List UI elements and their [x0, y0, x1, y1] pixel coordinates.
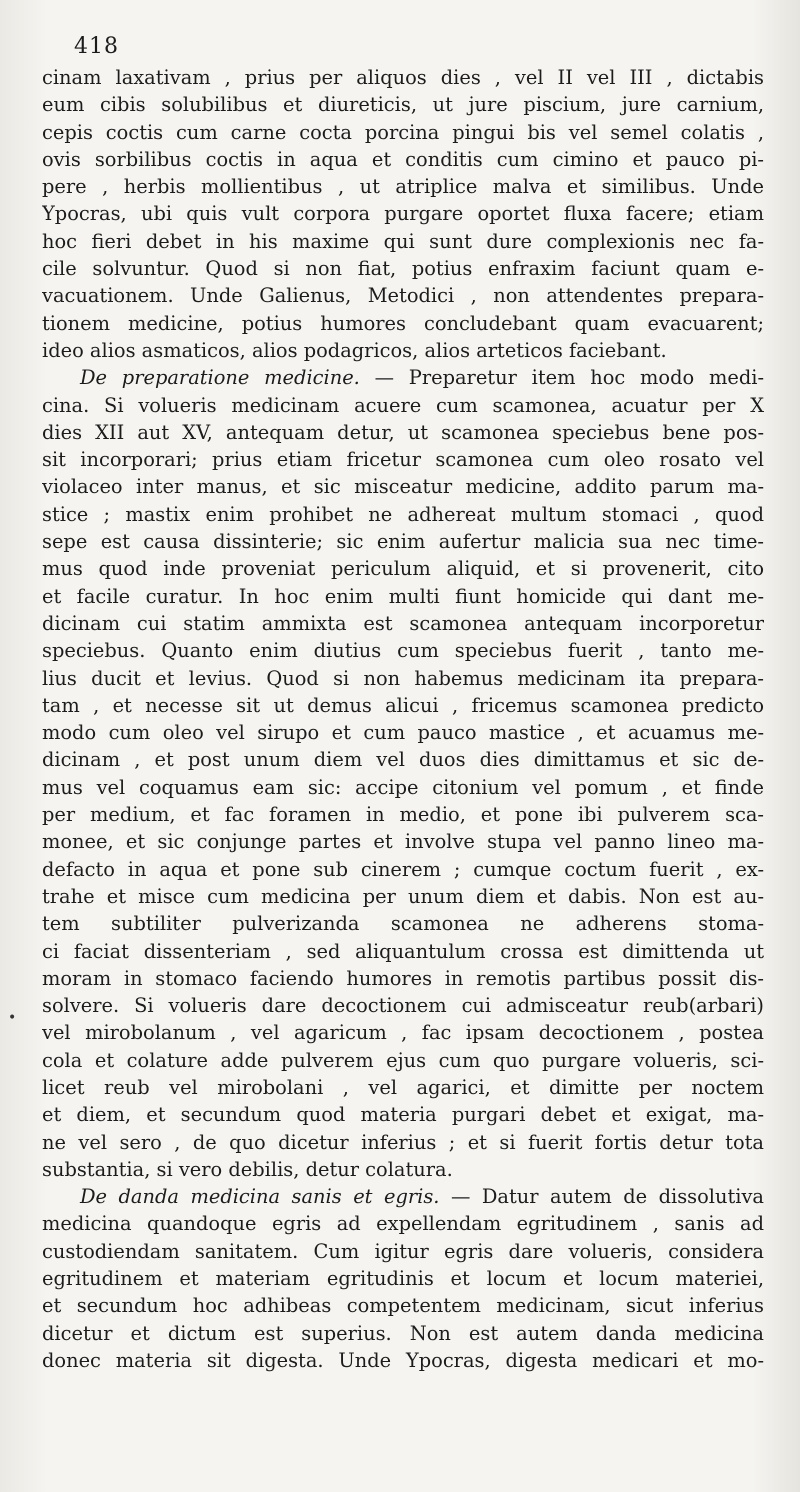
text-line — [42, 1047, 764, 1074]
line-text: et facile curatur. In hoc enim multi fiunt homicide qui dant me- — [42, 584, 764, 608]
text-line — [42, 1320, 764, 1347]
line-text: dies XII aut XV, antequam detur, ut scamonea speciebus bene pos- — [42, 420, 764, 444]
line-text: dicinam , et post unum diem vel duos dies dimittamus et sic de- — [42, 748, 764, 772]
line-text: ne vel sero , de quo dicetur inferius ; et si fuerit fortis detur tota — [42, 1130, 764, 1154]
text-line — [42, 801, 764, 828]
text-line — [42, 910, 764, 937]
line-text: moram in stomaco faciendo humores in remotis partibus possit dis- — [42, 966, 764, 990]
line-text: solvere. Si volueris dare decoctionem cui admisceatur reub(arbari) — [42, 994, 764, 1018]
line-text: violaceo inter manus, et sic misceatur medicine, addito parum ma- — [42, 475, 764, 499]
line-text: hoc fieri debet in his maxime qui sunt dure complexionis nec fa- — [42, 229, 764, 253]
text-line — [42, 883, 764, 910]
text-line — [42, 1183, 764, 1210]
line-text: donec materia sit digesta. Unde Ypocras, digesta medicari et mo- — [42, 1348, 764, 1372]
text-line — [42, 1101, 764, 1128]
text-line — [42, 528, 764, 555]
line-text: mus quod inde proveniat periculum aliquid, et si provenerit, cito — [42, 557, 764, 581]
line-text: trahe et misce cum medicina per unum diem et dabis. Non est au- — [42, 884, 764, 908]
line-text: cinam laxativam , prius per aliquos dies , vel II vel III , dictabis — [42, 66, 764, 89]
text-line — [42, 473, 764, 500]
line-text: mus vel coquamus eam sic: accipe citonium vel pomum , et finde — [42, 775, 764, 799]
text-line — [42, 856, 764, 883]
text-line — [42, 1238, 764, 1265]
line-text: pere , herbis mollientibus , ut atriplice malva et similibus. Unde — [42, 175, 764, 199]
line-text: lius ducit et levius. Quod si non habemus medicinam ita prepara- — [42, 666, 764, 690]
line-text: dicetur et dictum est superius. Non est autem danda medicina — [42, 1321, 764, 1345]
line-text: cina. Si volueris medicinam acuere cum scamonea, acuatur per X — [42, 393, 764, 417]
line-text: speciebus. Quanto enim diutius cum speciebus fuerit , tanto me- — [42, 639, 764, 663]
text-line — [42, 1129, 764, 1156]
text-line — [42, 91, 764, 118]
text-line — [42, 610, 764, 637]
text-line — [42, 1292, 764, 1319]
line-text: defacto in aqua et pone sub cinerem ; cumque coctum fuerit , ex- — [42, 857, 764, 881]
text-line — [42, 555, 764, 582]
text-line — [42, 337, 764, 364]
line-text: modo cum oleo vel sirupo et cum pauco mastice , et acuamus me- — [42, 721, 764, 745]
text-line — [42, 583, 764, 610]
line-text: per medium, et fac foramen in medio, et pone ibi pulverem sca- — [42, 803, 764, 827]
line-text: cile solvuntur. Quod si non fiat, potius enfraxim faciunt quam e- — [42, 257, 764, 281]
line-text: cepis coctis cum carne cocta porcina pingui bis vel semel colatis , — [42, 120, 764, 144]
line-text: sepe est causa dissinterie; sic enim aufertur malicia sua nec time- — [42, 530, 764, 554]
text-line — [42, 1019, 764, 1046]
line-text: dicinam cui statim ammixta est scamonea antequam incorporetur — [42, 611, 764, 635]
body-text — [42, 64, 764, 1374]
text-line — [42, 692, 764, 719]
text-line — [42, 992, 764, 1019]
text-line — [42, 828, 764, 855]
line-text: monee, et sic conjunge partes et involve stupa vel panno lineo ma- — [42, 830, 764, 854]
text-line — [42, 310, 764, 337]
text-line — [42, 746, 764, 773]
margin-dot: • — [8, 1010, 17, 1026]
line-text: substantia, si vero debilis, detur colatura. — [42, 1157, 453, 1181]
line-text: eum cibis solubilibus et diureticis, ut jure piscium, jure carnium, — [42, 93, 764, 117]
text-line — [42, 938, 764, 965]
text-line — [42, 965, 764, 992]
line-text: stice ; mastix enim prohibet ne adhereat multum stomaci , quod — [42, 502, 764, 526]
text-line — [42, 228, 764, 255]
line-text: vacuationem. Unde Galienus, Metodici , non attendentes prepara- — [42, 284, 764, 308]
line-text: ovis sorbilibus coctis in aqua et conditis cum cimino et pauco pi- — [42, 147, 764, 171]
text-line — [42, 501, 764, 528]
text-line — [42, 200, 764, 227]
line-text: licet reub vel mirobolani , vel agarici, et dimitte per noctem — [42, 1075, 764, 1099]
line-text: tem subtiliter pulverizanda scamonea ne adherens stoma- — [42, 912, 764, 936]
text-line — [42, 1210, 764, 1237]
line-text: egritudinem et materiam egritudinis et locum et locum materiei, — [42, 1267, 764, 1291]
text-line — [42, 119, 764, 146]
line-text: — Preparetur item hoc modo medi- — [359, 366, 764, 390]
text-line — [42, 364, 764, 391]
line-text: medicina quandoque egris ad expellendam egritudinem , sanis ad — [42, 1212, 764, 1236]
line-text: — Datur autem de dissolutiva — [439, 1185, 764, 1209]
text-line — [42, 1347, 764, 1374]
line-text: ci faciat dissenteriam , sed aliquantulum crossa est dimittenda ut — [42, 939, 764, 963]
line-text: sit incorporari; prius etiam fricetur scamonea cum oleo rosato vel — [42, 448, 764, 472]
line-text: cola et colature adde pulverem ejus cum quo purgare volueris, sci- — [42, 1048, 764, 1072]
page-number: 418 — [74, 34, 119, 59]
text-line — [42, 637, 764, 664]
text-line — [42, 446, 764, 473]
text-line — [42, 173, 764, 200]
line-text: custodiendam sanitatem. Cum igitur egris dare volueris, considera — [42, 1239, 764, 1263]
text-line — [42, 392, 764, 419]
line-text: ideo alios asmaticos, alios podagricos, alios arteticos faciebant. — [42, 338, 667, 362]
text-line — [42, 146, 764, 173]
line-text: Ypocras, ubi quis vult corpora purgare oportet fluxa facere; etiam — [42, 202, 764, 226]
text-line — [42, 419, 764, 446]
text-line — [42, 774, 764, 801]
text-line — [42, 719, 764, 746]
section-heading: De danda medicina sanis et egris. — [80, 1185, 440, 1209]
line-text: tionem medicine, potius humores concludebant quam evacuarent; — [42, 311, 764, 335]
section-heading: De preparatione medicine. — [80, 366, 360, 390]
text-line — [42, 1074, 764, 1101]
line-text: et secundum hoc adhibeas competentem medicinam, sicut inferius — [42, 1294, 764, 1318]
text-line — [42, 282, 764, 309]
line-text: vel mirobolanum , vel agaricum , fac ipsam decoctionem , postea — [42, 1021, 764, 1045]
text-line — [42, 1265, 764, 1292]
line-text: tam , et necesse sit ut demus alicui , fricemus scamonea predicto — [42, 693, 764, 717]
text-line — [42, 1156, 764, 1183]
text-line — [42, 255, 764, 282]
text-line — [42, 64, 764, 91]
line-text: et diem, et secundum quod materia purgari debet et exigat, ma- — [42, 1103, 764, 1127]
text-line — [42, 665, 764, 692]
